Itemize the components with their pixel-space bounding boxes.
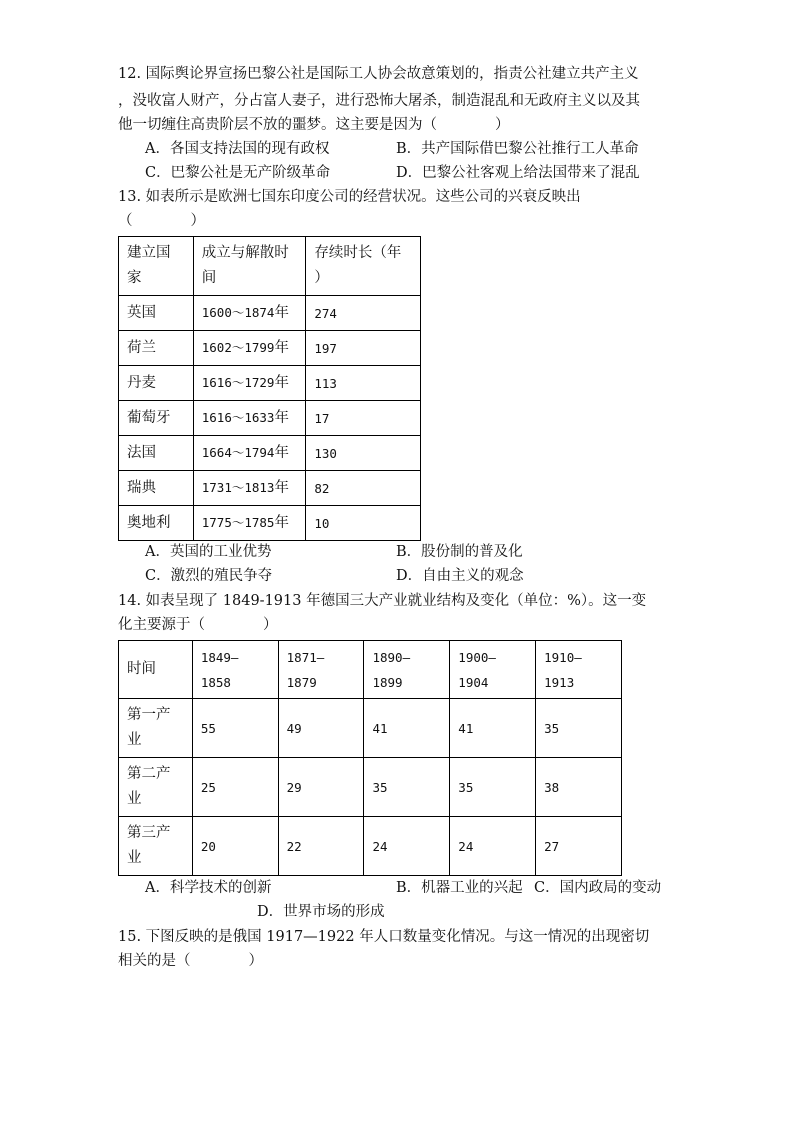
q13-stem-line-2: （ ） xyxy=(118,213,205,229)
q12-option-d[interactable]: D．巴黎公社客观上给法国带来了混乱 xyxy=(396,165,640,181)
header-cell: 建立国 家 xyxy=(119,237,194,296)
value-cell: 24 xyxy=(364,817,450,876)
table-row xyxy=(119,436,421,471)
years-cell: 1616～1633年 xyxy=(193,401,306,436)
value-cell: 35 xyxy=(450,758,536,817)
table-header-row xyxy=(119,641,622,699)
value-cell: 20 xyxy=(192,817,278,876)
q13-option-d[interactable]: D．自由主义的观念 xyxy=(396,568,524,584)
q14-table xyxy=(118,640,622,876)
value-cell: 22 xyxy=(278,817,364,876)
row-label-cell: 第一产 业 xyxy=(119,699,193,758)
years-cell: 1664～1794年 xyxy=(193,436,306,471)
q13-stem-line-1: 13. 如表所示是欧洲七国东印度公司的经营状况。这些公司的兴衰反映出 xyxy=(118,189,581,205)
value-cell: 27 xyxy=(536,817,622,876)
row-label-cell: 第二产 业 xyxy=(119,758,193,817)
q15-stem-line-1: 15. 下图反映的是俄国 1917—1922 年人口数量变化情况。与这一情况的出现密切 xyxy=(118,929,650,945)
years-cell: 1731～1813年 xyxy=(193,471,306,506)
q14-stem-line-2: 化主要源于（ ） xyxy=(118,617,278,633)
table-row xyxy=(119,699,622,758)
value-cell: 25 xyxy=(192,758,278,817)
q14-option-a[interactable]: A．科学技术的创新 xyxy=(145,880,272,896)
duration-cell: 113 xyxy=(306,366,421,401)
q12-stem-line-1: 12. 国际舆论界宣扬巴黎公社是国际工人协会故意策划的，指责公社建立共产主义 xyxy=(118,66,639,82)
q15-stem-line-2: 相关的是（ ） xyxy=(118,953,263,969)
q13-option-b[interactable]: B．股份制的普及化 xyxy=(396,544,523,560)
header-cell: 1890— 1899 xyxy=(364,641,450,699)
q14-option-c[interactable]: C．国内政局的变动 xyxy=(534,880,662,896)
q12-stem-line-3: 他一切缠住高贵阶层不放的噩梦。这主要是因为（ ） xyxy=(118,117,510,133)
header-cell: 1871— 1879 xyxy=(278,641,364,699)
q13-option-c[interactable]: C．激烈的殖民争夺 xyxy=(145,568,273,584)
q14-stem-line-1: 14. 如表呈现了 1849-1913 年德国三大产业就业结构及变化（单位：%）。这一变 xyxy=(118,593,647,609)
country-cell: 丹麦 xyxy=(119,366,194,401)
table-row xyxy=(119,296,421,331)
header-cell: 1910— 1913 xyxy=(536,641,622,699)
table-row xyxy=(119,758,622,817)
header-cell: 存续时长（年 ） xyxy=(306,237,421,296)
table-row xyxy=(119,471,421,506)
header-cell: 时间 xyxy=(119,641,193,699)
value-cell: 24 xyxy=(450,817,536,876)
table-row xyxy=(119,366,421,401)
header-cell: 1900— 1904 xyxy=(450,641,536,699)
value-cell: 41 xyxy=(450,699,536,758)
years-cell: 1775～1785年 xyxy=(193,506,306,541)
q14-option-d[interactable]: D．世界市场的形成 xyxy=(257,904,385,920)
q13-table xyxy=(118,236,421,541)
value-cell: 29 xyxy=(278,758,364,817)
q12-option-b[interactable]: B．共产国际借巴黎公社推行工人革命 xyxy=(396,141,639,157)
value-cell: 55 xyxy=(192,699,278,758)
country-cell: 瑞典 xyxy=(119,471,194,506)
duration-cell: 130 xyxy=(306,436,421,471)
table-row xyxy=(119,331,421,366)
q12-option-c[interactable]: C．巴黎公社是无产阶级革命 xyxy=(145,165,331,181)
years-cell: 1600～1874年 xyxy=(193,296,306,331)
years-cell: 1616～1729年 xyxy=(193,366,306,401)
duration-cell: 10 xyxy=(306,506,421,541)
country-cell: 荷兰 xyxy=(119,331,194,366)
q12-option-a[interactable]: A．各国支持法国的现有政权 xyxy=(145,141,330,157)
duration-cell: 197 xyxy=(306,331,421,366)
header-cell: 1849— 1858 xyxy=(192,641,278,699)
row-label-cell: 第三产 业 xyxy=(119,817,193,876)
q13-option-a[interactable]: A．英国的工业优势 xyxy=(145,544,272,560)
value-cell: 49 xyxy=(278,699,364,758)
country-cell: 奥地利 xyxy=(119,506,194,541)
duration-cell: 82 xyxy=(306,471,421,506)
duration-cell: 274 xyxy=(306,296,421,331)
header-cell: 成立与解散时 间 xyxy=(193,237,306,296)
table-row xyxy=(119,817,622,876)
value-cell: 38 xyxy=(536,758,622,817)
table-row xyxy=(119,401,421,436)
years-cell: 1602～1799年 xyxy=(193,331,306,366)
duration-cell: 17 xyxy=(306,401,421,436)
country-cell: 英国 xyxy=(119,296,194,331)
value-cell: 35 xyxy=(364,758,450,817)
q12-stem-line-2: ，没收富人财产，分占富人妻子，进行恐怖大屠杀，制造混乱和无政府主义以及其 xyxy=(118,93,640,109)
q14-option-b[interactable]: B．机器工业的兴起 xyxy=(396,880,523,896)
country-cell: 葡萄牙 xyxy=(119,401,194,436)
value-cell: 41 xyxy=(364,699,450,758)
value-cell: 35 xyxy=(536,699,622,758)
table-row xyxy=(119,506,421,541)
country-cell: 法国 xyxy=(119,436,194,471)
table-header-row xyxy=(119,237,421,296)
